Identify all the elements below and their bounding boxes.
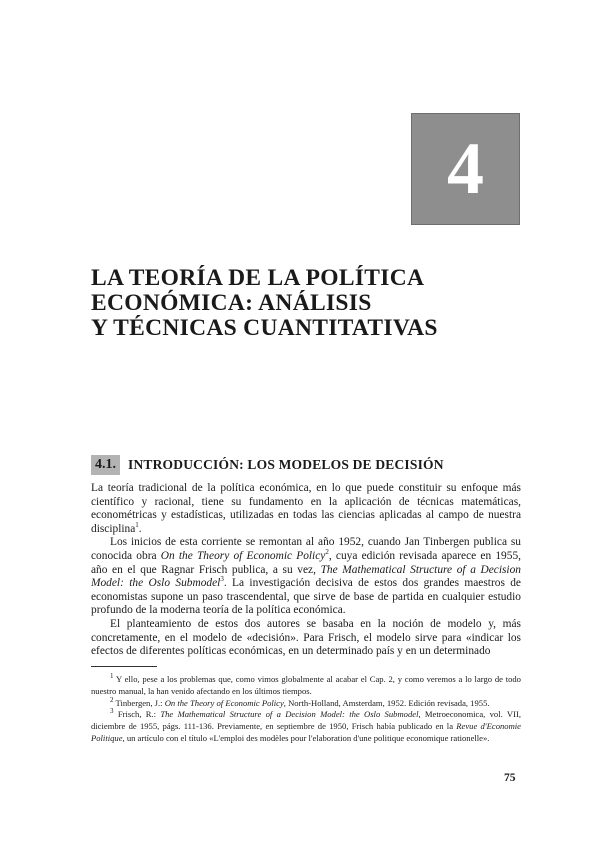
footnote-ref: 1 xyxy=(135,520,139,529)
body-text xyxy=(91,482,521,659)
footnote-text: , Metroeconomica, vol. VII, diciembre de 1955, págs. 111-136. Previamente, en septiembre de 1950, Frisch había publicado en la xyxy=(91,709,521,732)
section-number: 4.1. xyxy=(91,455,120,475)
paragraph-text: El planteamiento de estos dos autores se basaba en la noción de modelo y, más concretamente, en el modelo de «decisión». Para Frisch, el modelo sirve para «indicar los efectos de diferentes políticas económicas, en un determinado país y en un determinado xyxy=(91,617,521,658)
paragraph-text: La teoría tradicional de la política económica, en lo que puede constituir su enfoque más científico y racional, tiene su fundamento en la aplicación de técnicas matemáticas, econométricas y estadísticas, utilizadas en todas las ciencias aplicadas al campo de nuestra disciplina xyxy=(91,482,521,535)
chapter-title-line: ECONÓMICA: ANÁLISIS xyxy=(91,290,372,316)
chapter-title-line: Y TÉCNICAS CUANTITATIVAS xyxy=(91,315,438,341)
footnote-ref: 3 xyxy=(220,575,224,584)
book-title: The Mathematical Structure of a Decision Model: the Oslo Submodel xyxy=(91,563,521,590)
section-title: INTRODUCCIÓN: LOS MODELOS DE DECISIÓN xyxy=(128,457,444,472)
journal-title: Revue d'Economie Politique xyxy=(91,721,522,743)
footnote-divider xyxy=(91,666,157,667)
footnote xyxy=(91,709,521,744)
footnote-text: Frisch, R.: xyxy=(117,709,161,720)
paragraph-text: Los inicios de esta corriente se remontan al año 1952, cuando Jan Tinbergen publica su conocida obra xyxy=(91,536,521,562)
paragraph xyxy=(91,618,521,659)
chapter-title xyxy=(91,266,551,341)
footnote-text: , North-Holland, Amsterdam, 1952. Edición revisada, 1955. xyxy=(283,697,490,708)
book-title: On the Theory of Economic Policy xyxy=(160,549,326,562)
paragraph-text: , cuya edición revisada aparece en 1955, año en el que Ragnar Frisch publica, a su vez, xyxy=(91,549,521,576)
chapter-title-line: LA TEORÍA DE LA POLÍTICA xyxy=(91,265,425,291)
footnote-text: Tinbergen, J.: xyxy=(115,697,165,708)
cited-title: The Mathematical Structure of a Decision Model: the Oslo Submodel xyxy=(160,709,419,720)
section-heading xyxy=(91,455,521,475)
footnote xyxy=(91,695,521,710)
footnotes xyxy=(91,674,521,745)
page-number: 75 xyxy=(504,772,516,784)
cited-title: On the Theory of Economic Policy xyxy=(164,697,284,708)
footnote-number: 3 xyxy=(110,707,114,716)
chapter-number-box xyxy=(411,113,520,225)
footnote-ref: 2 xyxy=(325,548,329,557)
paragraph: La teoría tradicional de la política económica, en lo que puede constituir su enfoque más científico y racional, tiene su fundamento en la aplicación de técnicas matemáticas, econométricas y estadísticas, utilizadas en todas las ciencias aplicadas al campo de nuestra disciplina$^1$. xyxy=(91,482,521,535)
footnote-text: Y ello, pese a los problemas que, como vimos globalmente al acabar el Cap. 2, y como veremos a lo largo de todo nuestro manual, la han venido afectando en los últimos tiempos. xyxy=(91,674,521,696)
chapter-number: 4 xyxy=(447,128,484,210)
paragraph-text: . La investigación decisiva de estos dos grandes maestros de economistas supone un paso trascendental, que sirve de base de partida en cualquier estudio profundo de la moderna teoría de la política económica. xyxy=(91,577,521,617)
paragraph xyxy=(91,536,521,618)
footnote-number: 1 xyxy=(110,672,114,681)
footnote-text: , un artículo con el título «L'emploi des modèles pour l'elaboration d'une politique economique rationelle». xyxy=(122,732,490,743)
footnote xyxy=(91,674,521,698)
footnote-number: 2 xyxy=(110,695,114,704)
